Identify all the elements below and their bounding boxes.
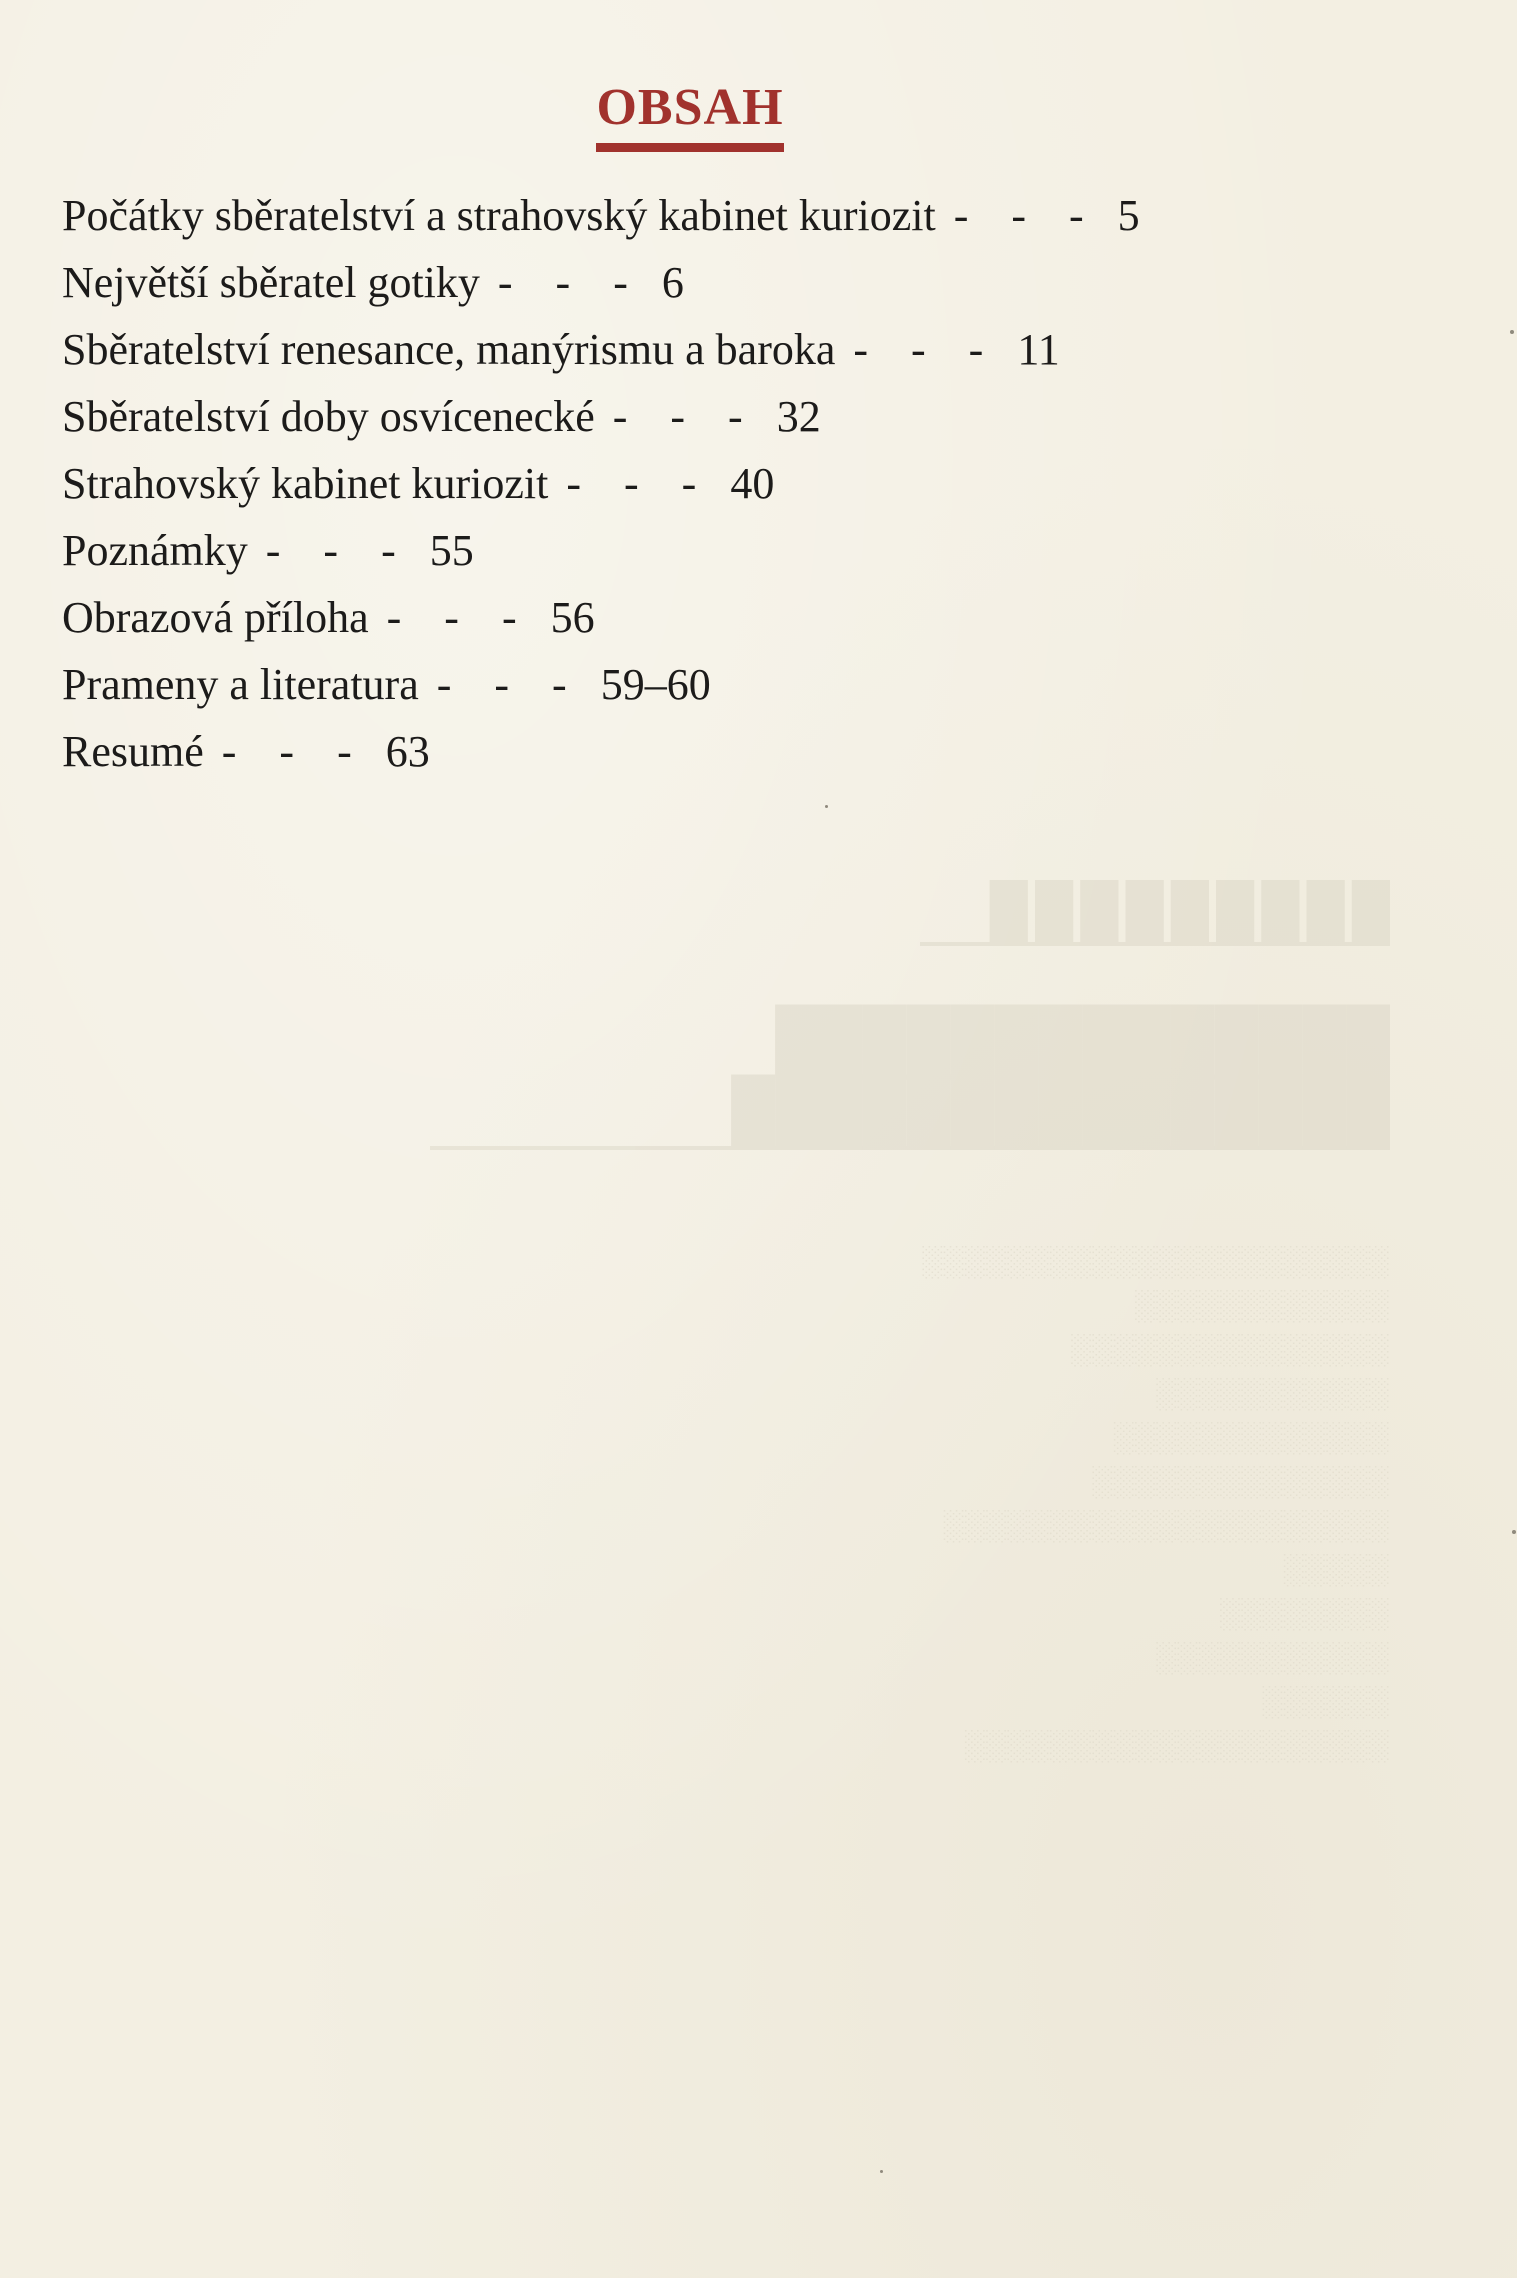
toc-entry xyxy=(62,316,1140,383)
toc-entry-separator: - - - xyxy=(497,258,644,307)
toc-heading xyxy=(0,78,1380,152)
toc-entry-page: 6 xyxy=(661,258,684,307)
toc-entry-title: Strahovský kabinet kuriozit xyxy=(62,459,549,508)
toc-entry-page: 56 xyxy=(550,593,595,642)
paper-speck xyxy=(880,2170,883,2173)
toc-entry-page: 5 xyxy=(1117,191,1140,240)
paper-speck xyxy=(1510,330,1514,334)
toc-entry-separator: - - - xyxy=(612,392,759,441)
toc-entry-title: Poznámky xyxy=(62,526,248,575)
toc-entry xyxy=(62,517,1140,584)
toc-entry-page: 32 xyxy=(776,392,821,441)
toc-entry-title: Počátky sběratelství a strahovský kabinet kuriozit xyxy=(62,191,936,240)
toc-entry-separator: - - - xyxy=(953,191,1100,240)
toc-entry-title: Resumé xyxy=(62,727,204,776)
toc-entry xyxy=(62,383,1140,450)
toc-entry xyxy=(62,651,1140,718)
toc-entry-title: Prameny a literatura xyxy=(62,660,419,709)
toc-entry-page: 55 xyxy=(429,526,474,575)
toc-entry-separator: - - - xyxy=(265,526,412,575)
show-through-block: █████████ xyxy=(920,880,1390,946)
toc-entry-separator: - - - xyxy=(436,660,583,709)
show-through-block: ██████████████ ███████████████ xyxy=(430,1006,1390,1150)
toc-list xyxy=(62,182,1140,785)
toc-entry-page: 63 xyxy=(385,727,430,776)
toc-entry-separator: - - - xyxy=(221,727,368,776)
toc-entry-title: Sběratelství doby osvícenecké xyxy=(62,392,595,441)
show-through-texture xyxy=(380,880,1390,1768)
toc-entry-title: Obrazová příloha xyxy=(62,593,369,642)
toc-entry xyxy=(62,718,1140,785)
toc-entry-separator: - - - xyxy=(566,459,713,508)
toc-entry xyxy=(62,450,1140,517)
paper-speck xyxy=(825,805,828,808)
toc-entry-separator: - - - xyxy=(386,593,533,642)
toc-entry-page: 40 xyxy=(730,459,775,508)
toc-entry-separator: - - - xyxy=(853,325,1000,374)
toc-entry xyxy=(62,182,1140,249)
toc-entry-title: Největší sběratel gotiky xyxy=(62,258,480,307)
show-through-block: ░░░░░░░░░░░░░░░░░░░░░░ ░░░░░░░░░░░░ ░░░░░░░░░░░░░░░ ░░░░░░░░░░░ ░░░░░░░░░░░░░ ░░░░░░░░░░░░░░ ░░░░░░░░░░░░░░░░░░░░░ ░░░░░ ░░░░░░░░ ░░░░░░░░░░░ ░░░░░░ ░░░░░░░░░░░░░░░░░░░░ xyxy=(922,1245,1390,1762)
toc-entry xyxy=(62,249,1140,316)
toc-entry xyxy=(62,584,1140,651)
toc-entry-page: 11 xyxy=(1017,325,1060,374)
toc-entry-page: 59–60 xyxy=(600,660,711,709)
toc-heading-text: OBSAH xyxy=(596,78,783,152)
toc-entry-title: Sběratelství renesance, manýrismu a baroka xyxy=(62,325,836,374)
paper-speck xyxy=(1512,1530,1516,1534)
